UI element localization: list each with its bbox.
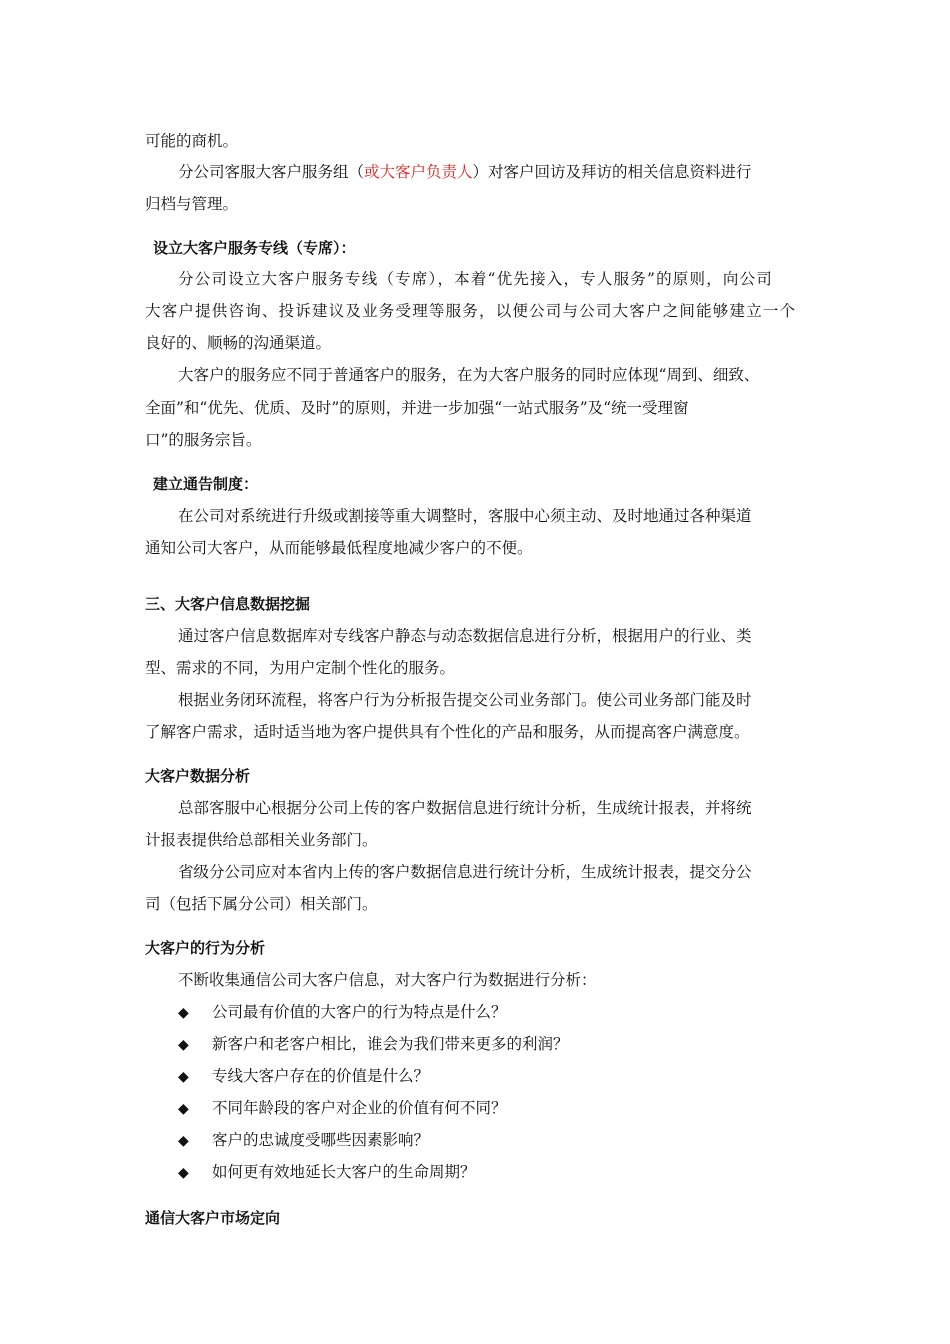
paragraph-line: 计报表提供给总部相关业务部门。	[145, 831, 378, 849]
text-run: ）对客户回访及拜访的相关信息资料进行	[472, 163, 752, 181]
list-item-text: 客户的忠诚度受哪些因素影响？	[212, 1131, 430, 1149]
paragraph-line	[178, 162, 752, 182]
paragraph-line: 了解客户需求，适时适当地为客户提供具有个性化的产品和服务，从而提高客户满意度。	[145, 723, 750, 741]
diamond-bullet-icon: ◆	[178, 1069, 189, 1085]
diamond-bullet-icon: ◆	[178, 1037, 189, 1053]
diamond-bullet-icon: ◆	[178, 1005, 189, 1021]
paragraph-line: 在公司对系统进行升级或割接等重大调整时，客服中心须主动、及时地通过各种渠道	[178, 507, 752, 525]
paragraph-line: 大客户的服务应不同于普通客户的服务，在为大客户服务的同时应体现“周到、细致、	[178, 366, 760, 384]
diamond-bullet-icon: ◆	[178, 1165, 189, 1181]
paragraph-line: 通知公司大客户，从而能够最低程度地减少客户的不便。	[145, 539, 533, 557]
paragraph-line: 省级分公司应对本省内上传的客户数据信息进行统计分析，生成统计报表，提交分公	[178, 863, 752, 881]
paragraph-line: 全面”和“优先、优质、及时”的原则，并进一步加强“一站式服务”及“统一受理窗	[145, 399, 689, 417]
heading-hotline: 设立大客户服务专线（专席）：	[153, 239, 356, 257]
diamond-bullet-icon: ◆	[178, 1133, 189, 1149]
paragraph-line: 不断收集通信公司大客户信息，对大客户行为数据进行分析：	[178, 971, 597, 989]
paragraph-line: 总部客服中心根据分公司上传的客户数据信息进行统计分析，生成统计报表，并将统	[178, 799, 752, 817]
heading-notice: 建立通告制度：	[153, 475, 259, 493]
list-item	[178, 1002, 507, 1023]
paragraph-line: 型、需求的不同，为用户定制个性化的服务。	[145, 659, 456, 677]
list-item	[178, 1066, 429, 1087]
paragraph-line: 通过客户信息数据库对专线客户静态与动态数据信息进行分析，根据用户的行业、类	[178, 627, 752, 645]
list-item-text: 如何更有效地延长大客户的生命周期？	[212, 1163, 476, 1181]
highlighted-text: 或大客户负责人	[364, 163, 473, 181]
list-item-text: 新客户和老客户相比，谁会为我们带来更多的利润？	[212, 1035, 569, 1053]
paragraph-line: 归档与管理。	[145, 195, 239, 213]
list-item	[178, 1034, 569, 1055]
list-item	[178, 1098, 507, 1119]
paragraph-line: 分公司设立大客户服务专线（专席），本着“优先接入，专人服务”的原则，向公司	[178, 270, 774, 288]
diamond-bullet-icon: ◆	[178, 1101, 189, 1117]
list-item	[178, 1130, 429, 1151]
list-item-text: 专线大客户存在的价值是什么？	[212, 1067, 430, 1085]
list-item-text: 公司最有价值的大客户的行为特点是什么？	[212, 1003, 507, 1021]
paragraph-line: 可能的商机。	[145, 132, 239, 150]
paragraph-line: 大客户提供咨询、投诉建议及业务受理等服务，以便公司与公司大客户之间能够建立一个	[145, 302, 797, 320]
list-item-text: 不同年龄段的客户对企业的价值有何不同？	[212, 1099, 507, 1117]
heading-market-orientation: 通信大客户市场定向	[145, 1209, 281, 1227]
list-item	[178, 1162, 476, 1183]
heading-section-3: 三、大客户信息数据挖掘	[145, 595, 311, 613]
heading-data-analysis: 大客户数据分析	[145, 767, 251, 785]
text-run: 分公司客服大客户服务组（	[178, 163, 365, 181]
paragraph-line: 良好的、顺畅的沟通渠道。	[145, 334, 332, 352]
paragraph-line: 口”的服务宗旨。	[145, 431, 262, 449]
paragraph-line: 司（包括下属分公司）相关部门。	[145, 895, 378, 913]
heading-behavior-analysis: 大客户的行为分析	[145, 939, 266, 957]
paragraph-line: 根据业务闭环流程，将客户行为分析报告提交公司业务部门。使公司业务部门能及时	[178, 691, 752, 709]
